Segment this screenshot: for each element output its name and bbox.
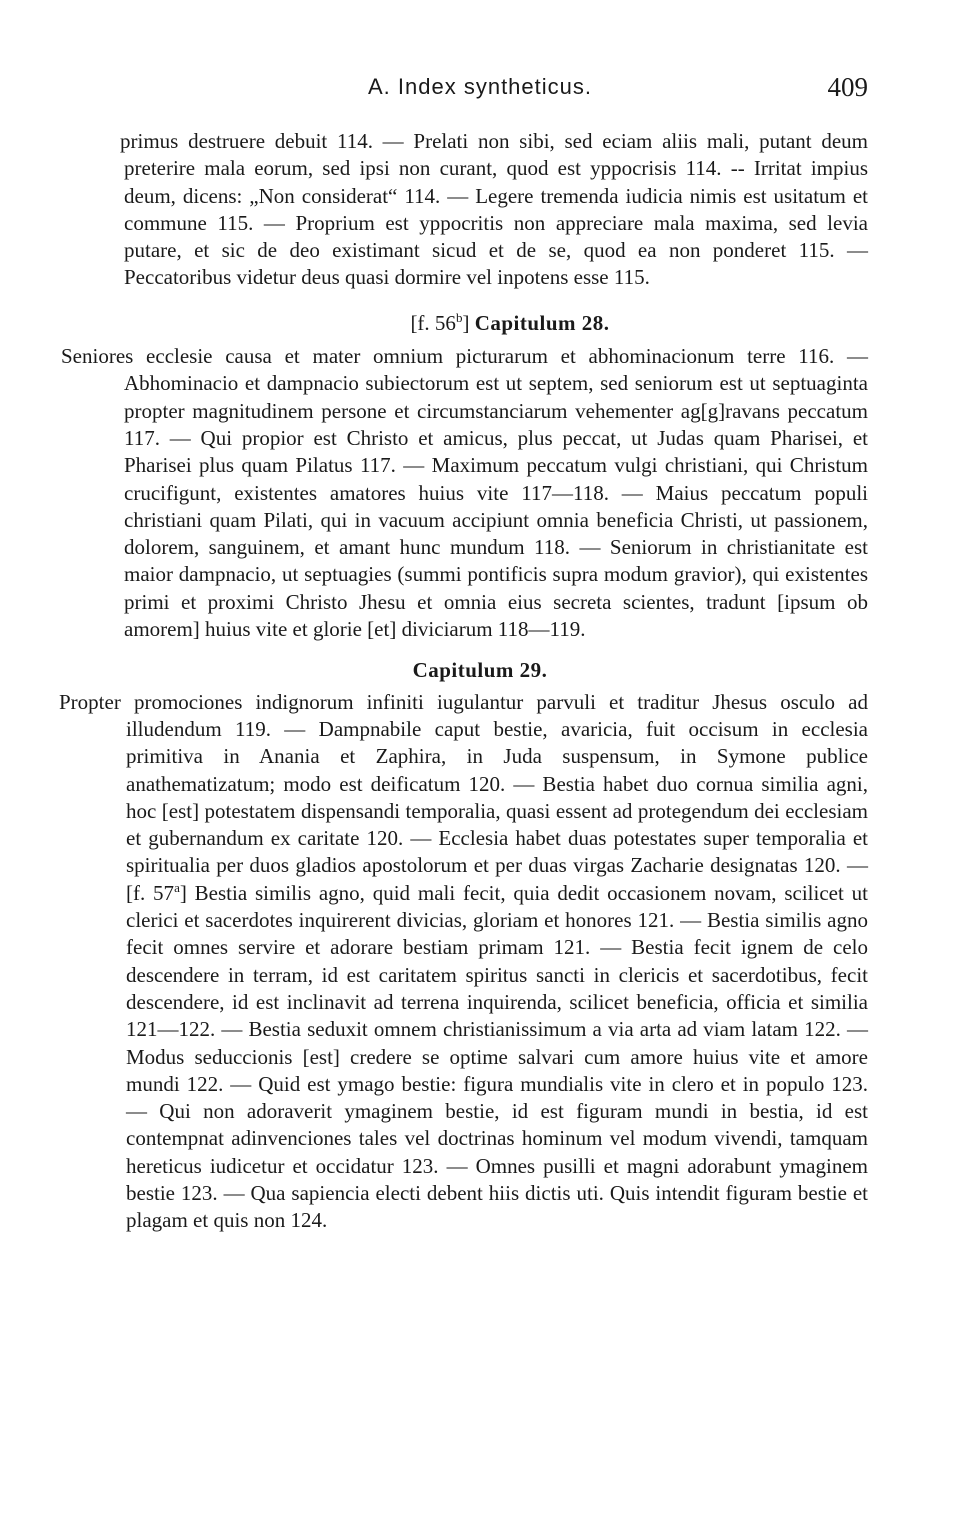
chapter-title-29: Capitulum 29. — [412, 658, 548, 683]
chapter-heading-28 — [0, 310, 960, 337]
running-title: A. Index syntheticus. — [368, 74, 592, 99]
chapter-title-28: Capitulum 28. — [474, 310, 610, 335]
folio-reference — [410, 311, 474, 335]
paragraph-continued: primus destruere debuit 114. — Prelati non sibi, sed eciam aliis mali, putant deum preterire mala eorum, sed ipsi non curant, quod est yppocrisis 114. -- Irritat impius deum, dicens: „Non considerat“ 114. — Legere tremenda iudicia nimis est usitatum et commune 115. — Proprium est yppocritis non appreciare mala maxima, sed levia putare, et sic de deo existimant sicud et de se, quod ea non ponderet 115. — Peccatoribus videtur deus quasi dormire vel inpotens esse 115. — [120, 129, 868, 290]
paragraph-29-part-a: Propter promociones indignorum infiniti iugulantur parvuli et traditur Jhesus osculo ad illudendum 119. — Dampnabile caput bestie, avaricia, fuit occisum in ecclesia primitiva in Anania et Zaphira, in Juda suspensum, in Symone publice anathematizatum; modo est deificatum 120. — Bestia habet duo cornua similia agni, hoc [est] potestatem dispensandi temporalia, quasi essent ad protegendum dei ecclesiam et gubernandum ex caritate 120. — Ecclesia habet duas potestates super temporalia et spiritualia per duos gladios apostolorum et per duas virgas Zacharie designatas 120. — [f. 57 — [59, 689, 868, 905]
text-body — [0, 128, 960, 1235]
folio-ref-open: [f. 56 — [410, 310, 456, 335]
folio-ref-sup-57: a — [174, 879, 180, 895]
running-head — [0, 68, 960, 108]
paragraph-chapter-29 — [0, 689, 960, 1235]
page-number: 409 — [827, 72, 868, 102]
folio-ref-close: ] — [462, 310, 475, 335]
folio-ref-sup: b — [455, 309, 463, 325]
paragraph-chapter-28: Seniores ecclesie causa et mater omnium picturarum et abhominacionum terre 116. — Abhominacio et dampnacio subiectorum est ut septem, sed seniorum est ut septuaginta propter magnitudinem persone et circumstanciarum vehementer ag[g]ravans peccatum 117. — Qui propior est Christo et amicus, plus peccat, ut Judas quam Pharisei, et Pharisei plus quam Pilatus 117. — Maximum peccatum vulgi christiani, qui Christum crucifigunt, existentes amatores huius vite 117—118. — Maius peccatum populi christiani quam Pilati, qui in vacuum accipiunt omnia beneficia Christi, ut passionem, dolorem, sanguinem, et amant hunc mundum 118. — Seniorum in christianitate est maior dampnacio, ut septuagies (summi pontificis supra modum gravior), qui existentes primi et proximi Christo Jhesu et omnia eius secreta scientes, tradunt [ipsum ob amorem] huius vite et glorie [et] diviciarum 118—119. — [61, 344, 868, 642]
chapter-heading-29 — [0, 657, 960, 684]
paragraph-29-part-b: ] Bestia similis agno, quid mali fecit, quia dedit occasionem novam, scilicet ut clerici et sacerdotes inquirerent divicias, gloriam et honores 121. — Bestia similis agno fecit omnes servire et adorare bestiam primam 121. — Bestia fecit ignem de celo descendere in terram, id est caritatem spiritus sancti in clericis et sacerdotibus, fecit descendere, id est inclinavit ad terrena inquirenda, scilicet beneficia, officia et similia 121—122. — Bestia seduxit omnem christianissimum a via arta ad viam latam 122. — Modus seduccionis [est] credere se optime salvari cum amore huius vite et amore mundi 122. — Quid est ymago bestie: figura mundialis vite in clero et in populo 123. — Qui non adoraverit ymaginem bestie, id est figuram mundi in bestia, id est contempnat adinvenciones tales vel doctrinas hominum vel modum vivendi, tamquam hereticus iudicetur et occidatur 123. — Omnes pusilli et magni adorabunt ymaginem bestie 123. — Qua sapiencia electi debent hiis dictis uti. Quis intendit figuram bestie et plagam et quis non 124. — [126, 880, 868, 1233]
